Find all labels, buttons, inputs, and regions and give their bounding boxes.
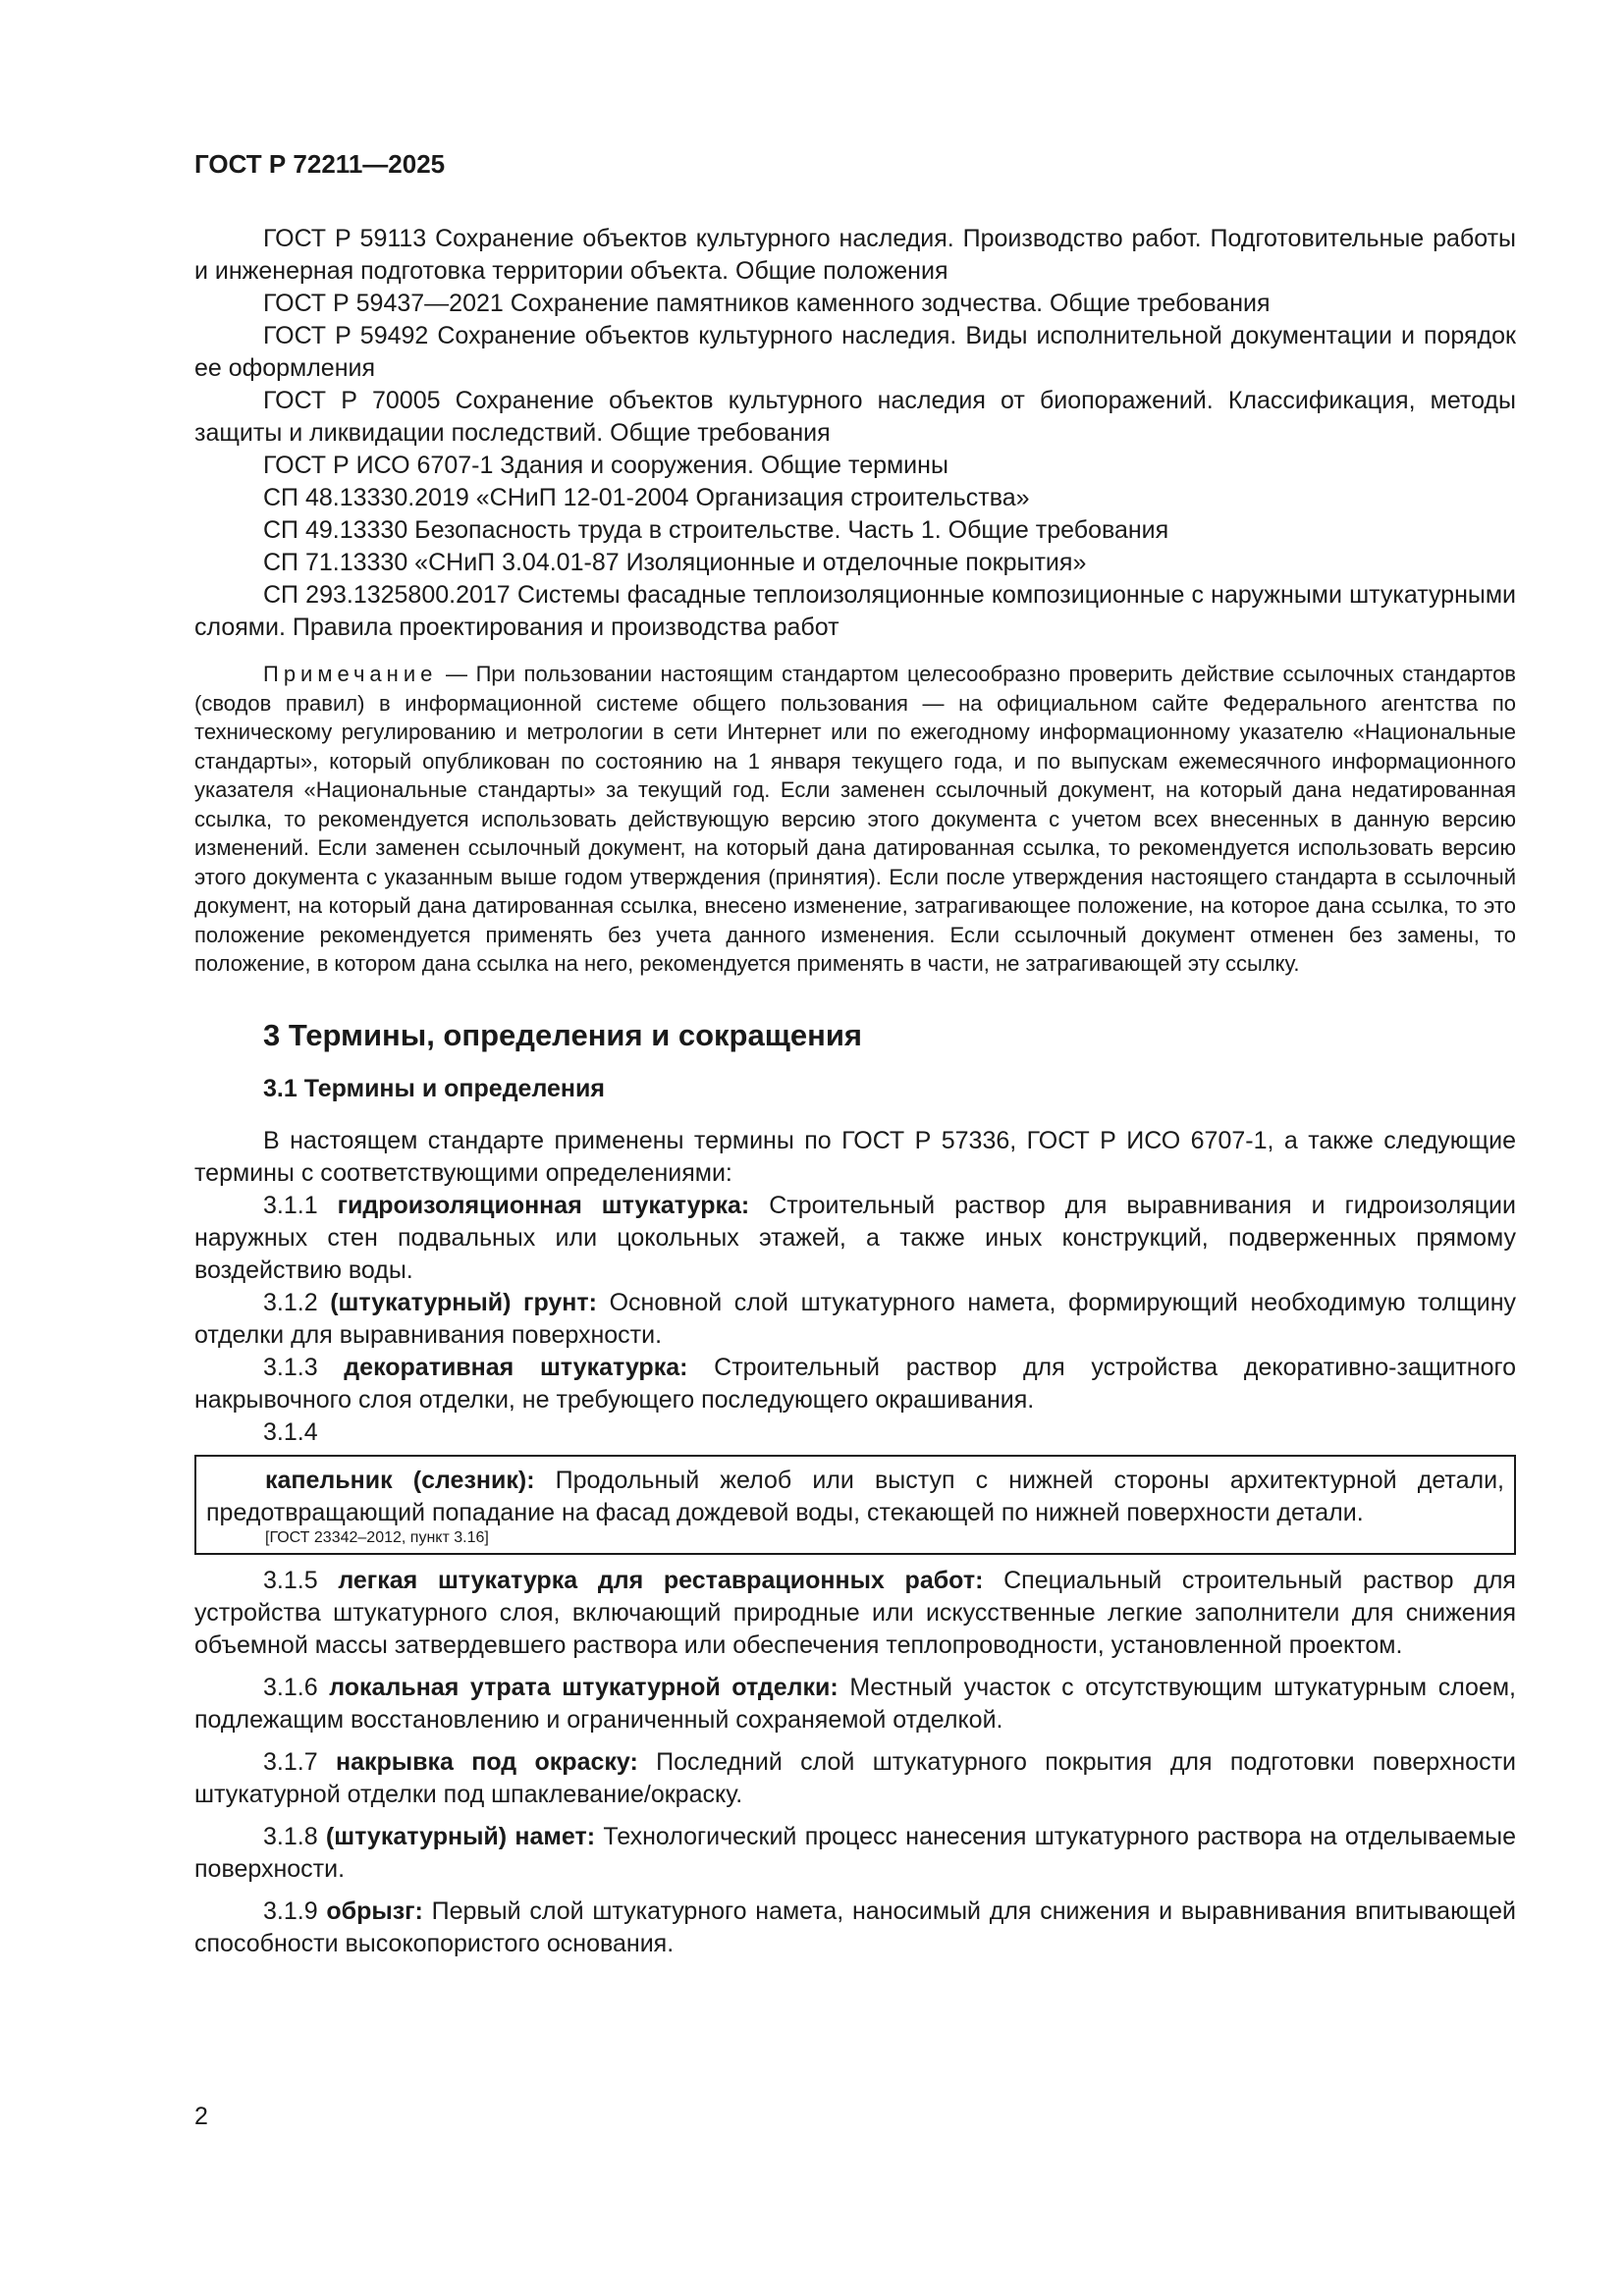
term-name: обрызг: bbox=[326, 1896, 423, 1925]
term-entry bbox=[194, 1821, 1516, 1886]
term-source: [ГОСТ 23342–2012, пункт 3.16] bbox=[265, 1528, 489, 1546]
reference-item: ГОСТ Р 59113 Сохранение объектов культурного наследия. Производство работ. Подготовительные работы и инженерная подготовка территории объекта. Общие положения bbox=[194, 225, 1516, 285]
note-label: Примечание bbox=[263, 662, 438, 686]
term-definition: Продольный желоб или выступ с нижней стороны архитектурной детали, предотвращающий попадание на фасад дождевой воды, стекающей по нижней поверхности детали. bbox=[206, 1466, 1505, 1526]
term-entry bbox=[194, 1896, 1516, 1960]
term-name: гидроизоляционная штукатурка: bbox=[337, 1191, 750, 1219]
term-definition: Специальный строительный раствор для устройства штукатурного слоя, включающий природные или искусственные легкие заполнители для снижения объемной массы затвердевшего раствора или обеспечения теплопроводности, установленной проектом. bbox=[194, 1566, 1516, 1659]
term-entry bbox=[194, 1565, 1516, 1662]
term-number: 3.1.6 bbox=[263, 1673, 330, 1701]
term-entry bbox=[206, 1465, 1504, 1529]
term-number: 3.1.7 bbox=[263, 1747, 336, 1776]
reference-item: СП 71.13330 «СНиП 3.04.01-87 Изоляционные и отделочные покрытия» bbox=[263, 549, 1087, 576]
term-name: локальная утрата штукатурной отделки: bbox=[329, 1673, 839, 1701]
reference-item: ГОСТ Р 59437—2021 Сохранение памятников каменного зодчества. Общие требования bbox=[263, 290, 1271, 317]
term-definition: Технологический процесс нанесения штукатурного раствора на отделываемые поверхности. bbox=[194, 1822, 1516, 1883]
term-number: 3.1.1 bbox=[263, 1191, 338, 1219]
reference-item: ГОСТ Р 70005 Сохранение объектов культурного наследия от биопоражений. Классификация, методы защиты и ликвидации последствий. Общие требования bbox=[194, 387, 1516, 447]
term-name: накрывка под окраску: bbox=[335, 1747, 638, 1776]
boxed-term-number: 3.1.4 bbox=[263, 1417, 318, 1446]
term-definition: Местный участок с отсутствующим штукатурным слоем, подлежащим восстановлению и ограниченный сохраняемой отделкой. bbox=[194, 1673, 1517, 1734]
term-definition: Строительный раствор для выравнивания и гидроизоляции наружных стен подвальных или цокольных этажей, а также иных конструкций, подверженных прямому воздействию воды. bbox=[194, 1191, 1516, 1284]
note-paragraph bbox=[194, 660, 1516, 979]
reference-item: СП 48.13330.2019 «СНиП 12-01-2004 Организация строительства» bbox=[263, 484, 1030, 511]
subsection-title: 3.1 Термины и определения bbox=[263, 1074, 605, 1102]
term-name: декоративная штукатурка: bbox=[344, 1353, 688, 1381]
document-body bbox=[194, 223, 1516, 1960]
term-definition: Первый слой штукатурного намета, наносимый для снижения и выравнивания впитывающей способности высокопористого основания. bbox=[194, 1896, 1516, 1957]
note-text: — При пользовании настоящим стандартом целесообразно проверить действие ссылочных стандартов (сводов правил) в информационной системе общего пользования — на официальном сайте Федерального агентства по техническому регулированию и метрологии в сети Интернет или по ежегодному информационному указателю «Национальные стандарты», который опубликован по состоянию на 1 января текущего года, и по выпускам ежемесячного информационного указателя «Национальные стандарты» за текущий год. Если заменен ссылочный документ, на который дана недатированная ссылка, то рекомендуется использовать действующую версию этого документа с учетом всех внесенных в данную версию изменений. Если заменен ссылочный документ, на который дана датированная ссылка, то рекомендуется использовать версию этого документа с указанным выше годом утверждения (принятия). Если после утверждения настоящего стандарта в ссылочный документ, на который дана датированная ссылка, внесено изменение, затрагивающее положение, на которое дана ссылка, то это положение рекомендуется применять без учета данного изменения. Если ссылочный документ отменен без замены, то положение, в котором дана ссылка на него, рекомендуется применять в части, не затрагивающей эту ссылку. bbox=[194, 662, 1516, 976]
page-number: 2 bbox=[194, 2103, 208, 2130]
term-number: 3.1.5 bbox=[263, 1566, 339, 1594]
term-entry bbox=[194, 1190, 1516, 1287]
term-number: 3.1.8 bbox=[263, 1822, 326, 1850]
term-entry bbox=[194, 1287, 1516, 1352]
term-number: 3.1.3 bbox=[263, 1353, 345, 1381]
term-entry bbox=[194, 1746, 1516, 1811]
term-name: легкая штукатурка для реставрационных работ: bbox=[338, 1566, 984, 1594]
reference-item: СП 293.1325800.2017 Системы фасадные теплоизоляционные композиционные с наружными штукатурными слоями. Правила проектирования и производства работ bbox=[194, 581, 1516, 641]
section-intro: В настоящем стандарте применены термины по ГОСТ Р 57336, ГОСТ Р ИСО 6707-1, а также следующие термины с соответствующими определениями: bbox=[194, 1126, 1516, 1187]
section-title: 3 Термины, определения и сокращения bbox=[263, 1017, 862, 1052]
term-name: капельник (слезник): bbox=[265, 1466, 535, 1494]
term-entry bbox=[194, 1352, 1516, 1416]
document-code: ГОСТ Р 72211—2025 bbox=[194, 149, 446, 179]
reference-item: ГОСТ Р ИСО 6707-1 Здания и сооружения. Общие термины bbox=[263, 452, 948, 479]
boxed-term-frame bbox=[194, 1455, 1516, 1555]
term-name: (штукатурный) намет: bbox=[325, 1822, 596, 1850]
term-number: 3.1.2 bbox=[263, 1288, 331, 1316]
reference-item: ГОСТ Р 59492 Сохранение объектов культурного наследия. Виды исполнительной документации и порядок ее оформления bbox=[194, 322, 1516, 382]
term-definition: Строительный раствор для устройства декоративно-защитного накрывочного слоя отделки, не требующего последующего окрашивания. bbox=[194, 1353, 1516, 1414]
term-definition: Последний слой штукатурного покрытия для подготовки поверхности штукатурной отделки под шпаклевание/окраску. bbox=[194, 1747, 1516, 1808]
term-number: 3.1.9 bbox=[263, 1896, 327, 1925]
term-entry bbox=[194, 1672, 1516, 1736]
term-name: (штукатурный) грунт: bbox=[330, 1288, 597, 1316]
term-definition: Основной слой штукатурного намета, формирующий необходимую толщину отделки для выравнивания поверхности. bbox=[194, 1288, 1516, 1349]
reference-item: СП 49.13330 Безопасность труда в строительстве. Часть 1. Общие требования bbox=[263, 516, 1169, 544]
